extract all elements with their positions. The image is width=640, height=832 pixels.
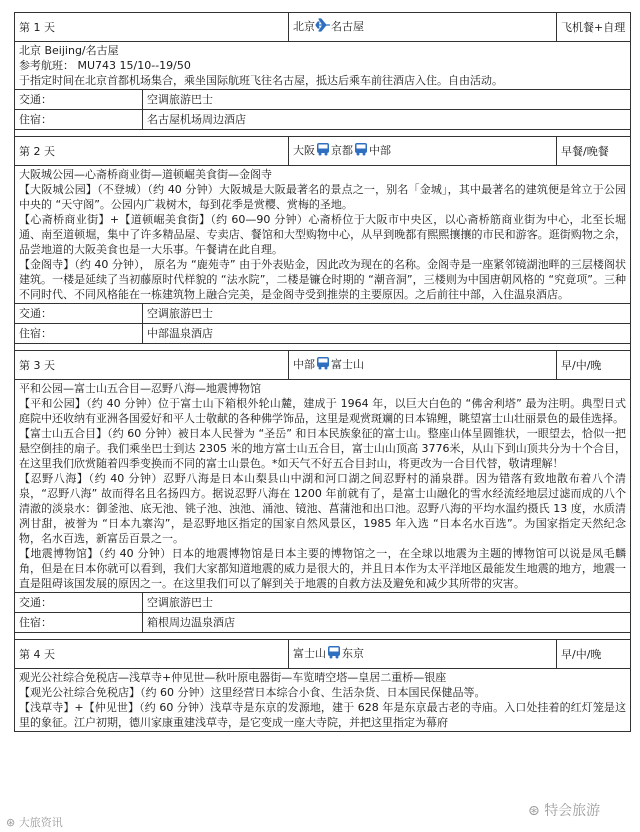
meals: 飞机餐+自理 (557, 13, 631, 42)
paragraph: 【心斋桥商业街】+【道顿崛美食街】（约 60—90 分钟）心斋桥位于大阪市中央区，以心斋桥筋商业街为中心，北至长堀通、南至道顿堀，集中了许多精品屋、专卖店、餐馆和大型购物中心，从早到晚都有熙熙攘攘的市民和游客。逛街购物之余，品尝地道的大阪美食也是一大乐事。午餐请在此自理。 (19, 213, 626, 256)
paragraph: 【平和公园】（约 40 分钟）位于富士山下箱根外轮山麓，建成于 1964 年，以巨大白色的 “佛舍利塔” 最为注明。典型日式庭院中还收纳有亚洲各国爱好和平人士敬献的各种佛学饰品，这里是观赏斑斓的日本锦鲤，眺望富士山壮丽景色的最佳选择。 (19, 397, 626, 425)
route-stop: 大阪 (293, 144, 315, 157)
day-route-summary: 平和公园—富士山五合目—忍野八海—地震博物馆 (19, 382, 261, 395)
route-stop: 东京 (342, 647, 364, 660)
wechat-icon: ⊛ (6, 816, 16, 829)
lodging-label: 住宿： (15, 110, 143, 130)
route-stop: 富士山 (293, 647, 326, 660)
day-body-row (15, 42, 631, 90)
day-description (15, 166, 631, 304)
day-label: 第 3 天 (15, 351, 289, 380)
wechat-icon: ⊛ (528, 803, 540, 819)
paragraph: 【浅草寺】+【仲见世】（约 60 分钟）浅草寺是东京的发源地，建于 628 年是东京最古老的寺庙。入口处挂着的红灯笼是这里的象征。江户初期，德川家康重建浅草寺，是它变成一座大寺院，并把这里指定为幕府 (19, 701, 626, 729)
route-stop: 富士山 (331, 358, 364, 371)
day-label: 第 4 天 (15, 640, 289, 669)
transport-label: 交通： (15, 304, 143, 324)
day-header-row (15, 640, 631, 669)
transport-row (15, 593, 631, 613)
bus-icon (315, 142, 331, 160)
paragraph: 【地震博物馆】（约 40 分钟）日本的地震博物馆是日本主要的博物馆之一，在全球以地震为主题的博物馆可以说是凤毛麟角，但是在日本你就可以看到，我们大家都知道地震的威力是很大的，并且日本作为太平洋地区最能发生地震的地方，地震一直是阻碍该国发展的原因之一。在这里我们可以了解到关于地震的自救方法及避免和减少其所带的灾害。 (19, 547, 626, 590)
route-stop: 北京 (293, 20, 315, 33)
transport-row (15, 304, 631, 324)
bus-icon (315, 356, 331, 374)
day-label: 第 2 天 (15, 137, 289, 166)
day-header-row (15, 137, 631, 166)
day-route-summary: 北京 Beijing/名古屋 (19, 44, 119, 57)
route-stop: 中部 (293, 358, 315, 371)
meals: 早/中/晚 (557, 640, 631, 669)
transport-value: 空调旅游巴士 (143, 90, 631, 110)
transport-row (15, 90, 631, 110)
bus-icon (326, 645, 342, 663)
transport-label: 交通： (15, 593, 143, 613)
plane-icon (315, 18, 331, 36)
paragraph: 【大阪城公园】（不登城）（约 40 分钟）大阪城是大阪最著名的景点之一，别名「金城」，其中最著名的建筑便是耸立于公园中央的 “天守阁”。公园内广栽树木，每到花季是赏樱、赏梅的圣地。 (19, 183, 626, 211)
watermark-right: ⊛ 特会旅游 (528, 803, 601, 819)
day-description (15, 42, 631, 90)
paragraph: 【富士山五合目】（约 60 分钟）被日本人民誉为 “圣岳” 和日本民族象征的富士山。整座山体呈圆锥状，一眼望去，恰似一把悬空倒挂的扇子。我们乘坐巴士到达 2305 米的地方富士山五合目，富士山山顶高 3776米，从山下到山顶共分为十个合目，在这里我们欣赏随着四季变换而不同的富士山景色。*如天气不好五合目封山，将更改为一合目代替，敬请理解！ (19, 427, 626, 470)
paragraph: 于指定时间在北京首都机场集合，乘坐国际航班飞往名古屋，抵达后乘车前往酒店入住。自由活动。 (19, 74, 503, 87)
itinerary-table (14, 12, 631, 732)
day-body-row (15, 380, 631, 593)
lodging-value: 名古屋机场周边酒店 (143, 110, 631, 130)
lodging-row (15, 324, 631, 344)
day-label: 第 1 天 (15, 13, 289, 42)
day-description (15, 669, 631, 732)
day-header-row (15, 13, 631, 42)
day-description (15, 380, 631, 593)
day-separator (15, 344, 631, 351)
route (289, 640, 557, 669)
paragraph: 【忍野八海】（约 40 分钟）忍野八海是日本山梨县山中湖和河口湖之间忍野村的涌泉群。因为错落有致地散布着八个清泉，“忍野八海” 故而得名且名扬四方。据说忍野八海在 1200 年前就有了，是富士山融化的雪水经流经地层过滤而成的八个清澈的淡泉水：御釜池、底无池、铫子池、浊池、涌池、镜池、菖蒲池和出口池。忍野八海的平均水温约摄氏 13 度，水质清冽甘甜，被誉为 “日本九寨沟”，是忍野地区指定的国家自然风景区，1985 年入选 “日本名水百选”。为国家指定天然纪念物，名水百选，新富岳百景之一。 (19, 472, 626, 545)
lodging-row (15, 613, 631, 633)
day-header-row (15, 351, 631, 380)
route (289, 13, 557, 42)
lodging-row (15, 110, 631, 130)
day-separator (15, 633, 631, 640)
meals: 早餐/晚餐 (557, 137, 631, 166)
day-separator (15, 130, 631, 137)
day-route-summary: 大阪城公园—心斋桥商业街—道顿崛美食街—金阁寺 (19, 168, 272, 181)
lodging-value: 箱根周边温泉酒店 (143, 613, 631, 633)
transport-value: 空调旅游巴士 (143, 593, 631, 613)
lodging-label: 住宿： (15, 324, 143, 344)
route-stop: 名古屋 (331, 20, 364, 33)
paragraph: 【金阁寺】（约 40 分钟）， 原名为 “鹿苑寺” 由于外表贴金，因此改为现在的名称。金阁寺是一座紧邻镜湖池畔的三层楼阁状建筑。一楼是延续了当初藤原时代样貌的 “法水院”，二楼是镰仓时期的 “潮音洞”，三楼则为中国唐朝风格的 “究竟项”。三种不同时代、不同风格能在一栋建筑物上融合完美，是金阁寺受到推崇的主要原因。之后前往中部，入住温泉酒店。 (19, 258, 626, 301)
route-stop: 京都 (331, 144, 353, 157)
lodging-value: 中部温泉酒店 (143, 324, 631, 344)
day-route-summary: 观光公社综合免税店—浅草寺+仲见世—秋叶原电器街—车览晴空塔—皇居二重桥—银座 (19, 671, 447, 684)
route (289, 137, 557, 166)
paragraph: 参考航班： MU743 15/10--19/50 (19, 59, 191, 72)
paragraph: 【观光公社综合免税店】（约 60 分钟）这里经营日本综合小食、生活杂货、日本国民保健品等。 (19, 686, 486, 699)
watermark-left: ⊛ 大旅资讯 (6, 816, 63, 829)
lodging-label: 住宿： (15, 613, 143, 633)
day-body-row (15, 669, 631, 732)
bus-icon (353, 142, 369, 160)
day-body-row (15, 166, 631, 304)
meals: 早/中/晚 (557, 351, 631, 380)
route-stop: 中部 (369, 144, 391, 157)
route (289, 351, 557, 380)
transport-label: 交通： (15, 90, 143, 110)
transport-value: 空调旅游巴士 (143, 304, 631, 324)
